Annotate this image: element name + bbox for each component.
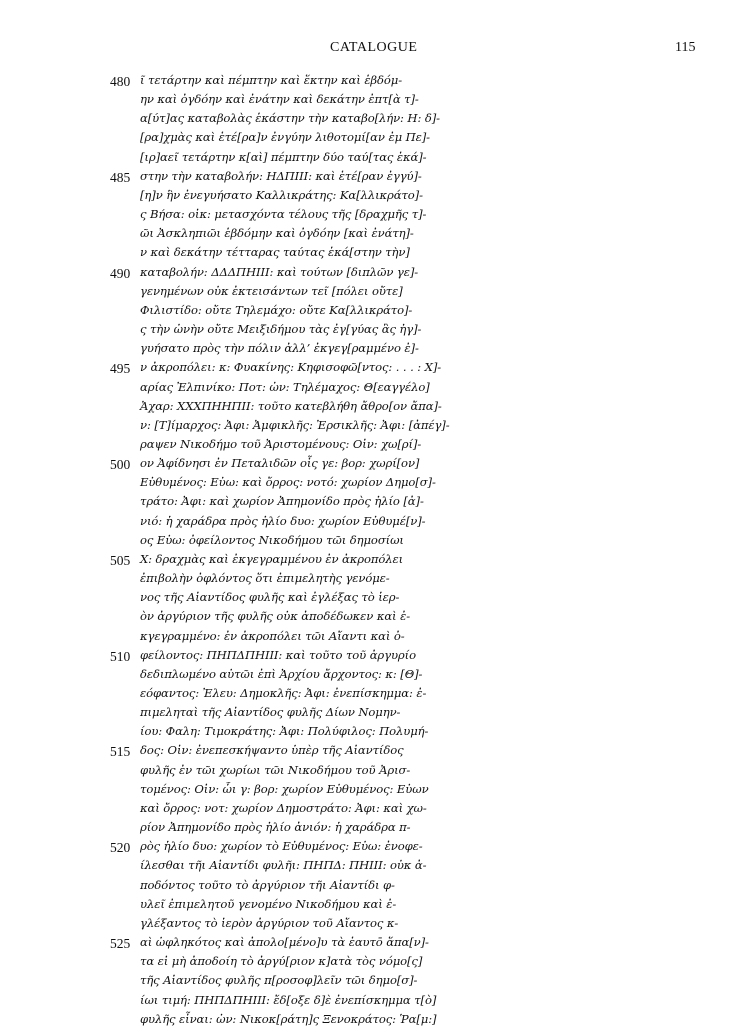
line-number: 510 <box>110 648 131 664</box>
text-line <box>0 72 748 91</box>
line-text: εόφαντος: Ἐλευ: Δημοκλῆς: Ἀφι: ἐνεπίσκημμα: ἐ- <box>140 686 427 700</box>
text-line <box>0 589 748 608</box>
text-line <box>0 857 748 876</box>
text-line <box>0 877 748 896</box>
line-text: αὶ ὠφληκότος καὶ ἀπολο[μένο]υ τὰ ἑαυτō ἅπα[ν]- <box>140 935 429 950</box>
line-text: [η]ν ἣν ἐνεγυήσατο Καλλικράτης: Κα[λλικράτο]- <box>140 187 423 202</box>
line-text: καὶ ὄρρος: νοτ: χωρίον Δημοστράτο: Ἀφι: καὶ χω- <box>140 800 427 815</box>
line-number: 515 <box>110 744 131 760</box>
line-text: τομένος: Οἰν: ὧι γ: βορ: χωρίον Εὐθυμένος: Εὐων <box>140 781 429 796</box>
text-line <box>0 283 748 302</box>
line-number: 485 <box>110 169 131 185</box>
line-text: ην καὶ ὀγδόην καὶ ἐνάτην καὶ δεκάτην ἐπτ[ὰ τ]- <box>140 92 419 107</box>
text-line <box>0 742 748 761</box>
line-number: 500 <box>110 457 131 473</box>
page-header <box>0 40 748 60</box>
line-text: ν καὶ δεκάτην τέτταρας ταύτας ἑκά[στην τὴν] <box>140 245 410 260</box>
line-text: νιό: ἡ χαράδρα πρὸς ἡλίο δυο: χωρίον Εὐθυμέ[ν]- <box>140 513 426 528</box>
text-line <box>0 781 748 800</box>
line-text: ραψεν Νικοδήμο τοῦ Ἀριστομένους: Οἰν: χω[ρί]- <box>140 436 422 451</box>
line-text: ν: [Τ]ίμαρχος: Ἀφι: Ἀμφικλῆς: Ἐρσικλῆς: Ἀφι: [ἀπέγ]- <box>140 417 450 432</box>
line-text: στην τὴν καταβολήν: ΗΔΠΙΙΙ: καὶ ἑτέ[ραν ἐγγύ]- <box>140 168 422 183</box>
running-head: CATALOGUE <box>330 40 418 55</box>
line-text: ρίον Ἀπημονίδο πρὸς ἡλίο ἀνιόν: ἡ χαράδρα π- <box>140 820 411 835</box>
text-line <box>0 110 748 129</box>
line-text: ῶι Ἀσκληπιῶι ἑβδόμην καὶ ὀγδόην [καὶ ἐνάτη]- <box>140 226 414 241</box>
line-number: 480 <box>110 74 131 89</box>
line-text: δεδιπλωμένο αὐτῶι ἐπὶ Ἀρχίου ἄρχοντος: κ: [Θ]- <box>140 666 423 681</box>
text-line <box>0 685 748 704</box>
line-text: ἐπιβολὴν ὀφλόντος ὅτι ἐπιμελητὴς γενόμε- <box>140 571 390 586</box>
text-line <box>0 570 748 589</box>
line-number: 505 <box>110 552 131 568</box>
line-text: ίου: Φαλη: Τιμοκράτης: Ἀφι: Πολύφιλος: Πολυμή- <box>140 724 429 739</box>
text-line <box>0 168 748 187</box>
text-line <box>0 225 748 244</box>
text-line <box>0 800 748 819</box>
line-text: Φιλιστίδο: οὔτε Τηλεμάχο: οὔτε Κα[λλικράτο]- <box>140 302 413 317</box>
text-line <box>0 359 748 378</box>
text-line <box>0 493 748 512</box>
line-text: φυλῆς εἶναι: ὠν: Νικοκ[ράτη]ς Ξενοκράτος: Ῥα[μ:] <box>140 1011 437 1026</box>
text-line <box>0 340 748 359</box>
text-line <box>0 91 748 110</box>
text-line <box>0 513 748 532</box>
line-text: κγεγραμμένο: ἐν ἀκροπόλει τῶι Αἴαντι καὶ ὀ- <box>140 628 405 643</box>
text-line <box>0 302 748 321</box>
text-line <box>0 1011 748 1030</box>
text-line <box>0 398 748 417</box>
line-text: α[ύτ]ας καταβολὰς ἑκάστην τὴν καταβο[λήν: Η: δ]- <box>140 111 440 126</box>
page-number: 115 <box>675 40 696 55</box>
line-text: ς Βήσα: οἰκ: μετασχόντα τέλους τῆς [δραχμῆς τ]- <box>140 207 427 222</box>
line-number: 520 <box>110 840 131 856</box>
line-number: 525 <box>110 936 131 952</box>
text-line <box>0 264 748 283</box>
text-line <box>0 838 748 857</box>
text-line <box>0 149 748 168</box>
line-text: αρίας Ἐλπινίκο: Ποτ: ὠν: Τηλέμαχος: Θ[εαγγέλο] <box>140 379 430 394</box>
line-text: ῖ τετάρτην καὶ πέμπτην καὶ ἕκτην καὶ ἑβδόμ- <box>140 73 403 87</box>
line-text: ίλεσθαι τῆι Αἰαντίδι φυλῆι: ΠΗΠΔ: ΠΗΙΙΙ: οὐκ ἀ- <box>140 858 427 873</box>
line-number: 495 <box>110 361 131 377</box>
text-line <box>0 608 748 627</box>
line-number: 490 <box>110 265 131 281</box>
text-line <box>0 206 748 225</box>
text-line <box>0 628 748 647</box>
text-line <box>0 532 748 551</box>
text-line <box>0 379 748 398</box>
text-line <box>0 436 748 455</box>
line-text: ρὸς ἡλίο δυο: χωρίον τὸ Εὐθυμένος: Εὐω: ἐνοφε- <box>140 839 423 854</box>
line-text: Χ: δραχμὰς καὶ ἐκγεγραμμένου ἐν ἀκροπόλει <box>140 551 404 566</box>
text-line <box>0 723 748 742</box>
line-text: καταβολήν: ΔΔΔΠΗΙΙΙ: καὶ τούτων [διπλῶν γε]- <box>140 264 419 279</box>
text-line <box>0 666 748 685</box>
line-text: τα εἰ μὴ ἀποδοίη τὸ ἀργύ[ριον κ]ατὰ τὸς νόμο[ς] <box>140 954 423 969</box>
line-text: ν ἀκροπόλει: κ: Φυακίνης: Κηφισοφῶ[ντος: . . . : Χ]- <box>140 360 442 375</box>
line-text: γενημένων οὐκ ἐκτεισάντων τεῖ [πόλει οὔτε] <box>140 283 403 298</box>
text-line <box>0 417 748 436</box>
text-line <box>0 704 748 723</box>
text-line <box>0 187 748 206</box>
text-line <box>0 934 748 953</box>
text-line <box>0 819 748 838</box>
text-line <box>0 915 748 934</box>
line-text: [ιρ]αεῖ τετάρτην κ[αὶ] πέμπτην δύο ταύ[τας ἑκά]- <box>140 149 427 164</box>
line-text: ς τὴν ὠνὴν οὔτε Μειξιδήμου τὰς ἐγ[γύας ἃς ἠγ]- <box>140 322 422 337</box>
line-text: υλεῖ ἐπιμελητοῦ γενομένο Νικοδήμου καὶ ἐ- <box>140 896 397 911</box>
text-line <box>0 762 748 781</box>
line-text: τῆς Αἰαντίδος φυλῆς π[ροσοφ]λεῖν τῶι δημο[σ]- <box>140 973 418 988</box>
line-text: ὸν ἀργύριον τῆς φυλῆς οὐκ ἀποδέδωκεν καὶ ἐ- <box>140 609 411 624</box>
line-text: ον Ἀφίδνησι ἐν Πεταλιδῶν οἷς γε: βορ: χωρί[ον] <box>140 456 420 471</box>
line-text: ίωι τιμή: ΠΗΠΔΠΗΙΙΙ: ἔδ[οξε δ]ὲ ἐνεπίσκημμα τ[ὸ] <box>140 992 437 1007</box>
text-line <box>0 972 748 991</box>
text-line <box>0 647 748 666</box>
text-line <box>0 321 748 340</box>
text-line <box>0 129 748 148</box>
line-text: φυλῆς ἐν τῶι χωρίωι τῶι Νικοδήμου τοῦ Ἀρισ- <box>140 762 411 777</box>
line-text: γλέξαντος τὸ ἱερὸν ἀργύριον τοῦ Αἴαντος κ- <box>140 915 399 930</box>
text-line <box>0 244 748 263</box>
line-text: γυήσατο πρὸς τὴν πόλιν ἀλλ’ ἐκγεγ[ραμμένο ἐ]- <box>140 341 419 356</box>
line-text: δος: Οἰν: ἐνεπεσκήψαντο ὑπὲρ τῆς Αἰαντίδος <box>140 743 404 758</box>
line-text: Εὐθυμένος: Εὐω: καὶ ὄρρος: νοτό: χωρίον Δημο[σ]- <box>140 475 436 490</box>
line-text: φείλοντος: ΠΗΠΔΠΗΙΙΙ: καὶ τοῦτο τοῦ ἀργυρίο <box>140 647 416 662</box>
text-line <box>0 474 748 493</box>
line-text: πιμεληταὶ τῆς Αἰαντίδος φυλῆς Δίων Νομην- <box>140 705 401 720</box>
text-line <box>0 896 748 915</box>
line-text: ος Εὐω: ὀφείλοντος Νικοδήμου τῶι δημοσίωι <box>140 532 404 547</box>
line-text: νος τῆς Αἰαντίδος φυλῆς καὶ ἐγλέξας τὸ ἱερ- <box>140 590 400 605</box>
line-text: [ρα]χμὰς καὶ ἑτέ[ρα]ν ἐνγύην λιθοτομί[αν ἐμ Πε]- <box>140 130 430 145</box>
text-line <box>0 455 748 474</box>
text-line <box>0 992 748 1011</box>
text-line <box>0 953 748 972</box>
text-line <box>0 551 748 570</box>
line-text: Ἀχαρ: ΧΧΧΠΗΗΠΙΙ: τοῦτο κατεβλήθη ἄθρο[ον ἄπα]- <box>140 398 442 413</box>
line-text: τράτο: Ἀφι: καὶ χωρίον Ἀπημονίδο πρὸς ἡλίο [ἀ]- <box>140 494 424 509</box>
inscription-text <box>0 72 748 1030</box>
line-text: ποδόντος τοῦτο τὸ ἀργύριον τῆι Αἰαντίδι φ- <box>140 877 395 892</box>
